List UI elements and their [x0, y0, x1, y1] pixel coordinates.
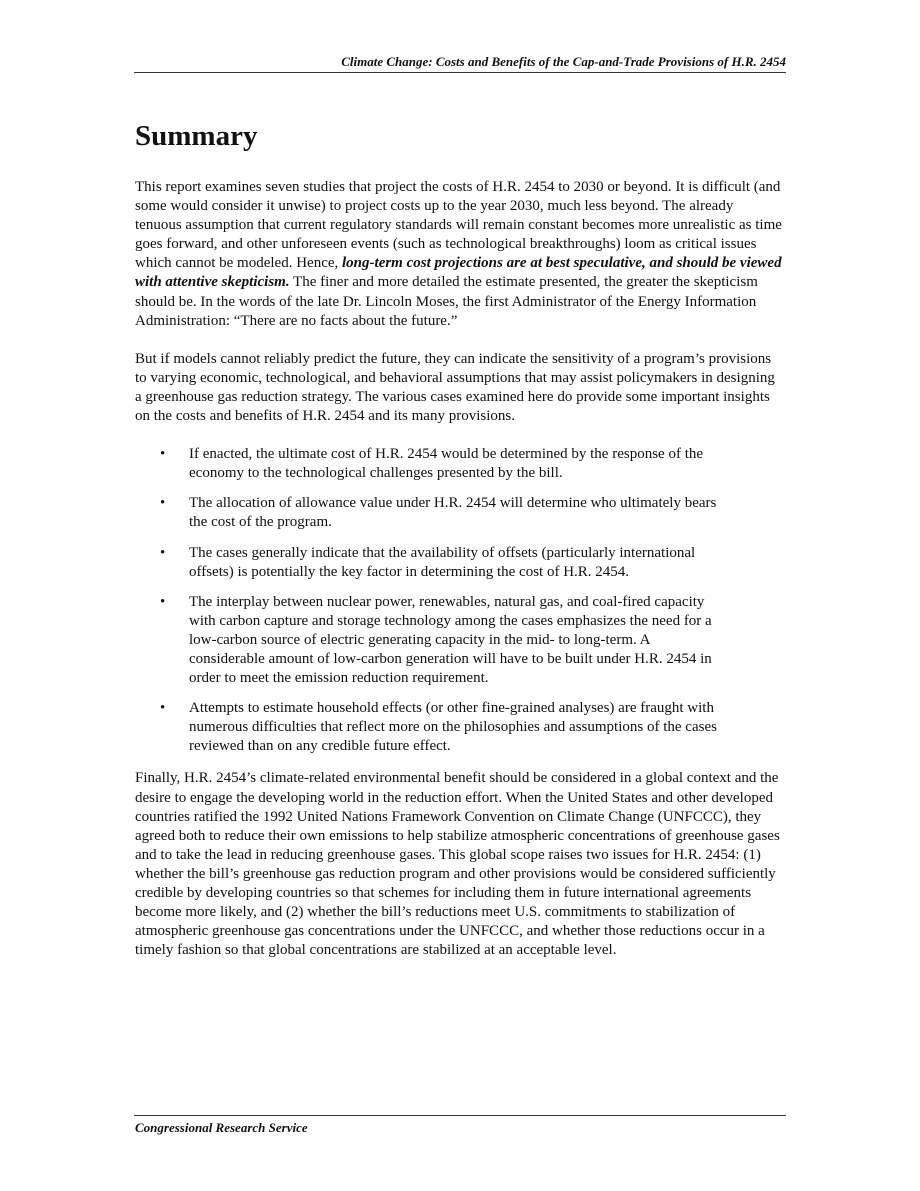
summary-paragraph-1 [135, 178, 783, 331]
list-item-text: The interplay between nuclear power, renewables, natural gas, and coal-fired capacity with carbon capture and storage technology among the cases emphasizes the need for a low-carbon source of electric generating capacity in the mid- to long-term. A considerable amount of low-carbon generation will have to be built under H.R. 2454 in order to meet the emission reduction requirement. [189, 593, 712, 687]
bullet-icon: • [160, 593, 166, 610]
page-content [135, 120, 783, 979]
footer-publisher: Congressional Research Service [135, 1120, 308, 1135]
running-header: Climate Change: Costs and Benefits of the Cap-and-Trade Provisions of H.R. 2454 [341, 54, 786, 69]
list-item-text: The allocation of allowance value under H.R. 2454 will determine who ultimately bears the cost of the program. [189, 495, 717, 531]
bullet-icon: • [160, 495, 166, 512]
bullet-icon: • [160, 700, 166, 717]
bullet-icon: • [160, 446, 166, 463]
insights-list [135, 445, 783, 756]
list-item-text: If enacted, the ultimate cost of H.R. 2454 would be determined by the response of the economy to the technological challenges presented by the bill. [189, 446, 704, 482]
footer-rule [134, 1115, 786, 1116]
paragraph-text: This report examines seven studies that project the costs of H.R. 2454 to 2030 or beyond. It is difficult (and some would consider it unwise) to project costs up to the year 2030, much less beyond. The already tenuous assumption that current regulatory standards will remain constant becomes more unrealistic as time goes forward, and other unforeseen events (such as technological breakthroughs) loom as critical issues which cannot be modeled. Hence, [135, 179, 782, 272]
summary-paragraph-3: Finally, H.R. 2454’s climate-related environmental benefit should be considered in a global context and the desire to engage the developing world in the reduction effort. When the United States and other developed countries ratified the 1992 United Nations Framework Convention on Climate Change (UNFCCC), they agreed both to reduce their own emissions to help stabilize atmospheric concentrations of greenhouse gases and to take the lead in reducing greenhouse gases. This global scope raises two issues for H.R. 2454: (1) whether the bill’s greenhouse gas reduction program and other provisions would be considered sufficiently credible by developing countries so that schemes for including them in future international agreements become more likely, and (2) whether the bill’s reductions meet U.S. commitments to stabilization of atmospheric greenhouse gas concentrations under the UNFCCC, and whether those reductions occur in a timely fashion so that global concentrations are stabilized at an acceptable level. [135, 770, 780, 959]
page-title: Summary [135, 120, 258, 152]
header-rule [134, 72, 786, 73]
list-item [135, 445, 783, 483]
list-item [135, 699, 783, 756]
list-item [135, 544, 783, 582]
list-item [135, 593, 783, 688]
emphasized-text: long-term cost projections are at best speculative, and should be viewed with attentive skepticism. [135, 255, 782, 291]
list-item-text: Attempts to estimate household effects (or other fine-grained analyses) are fraught with numerous difficulties that reflect more on the philosophies and assumptions of the cases reviewed than on any credible future effect. [189, 700, 717, 755]
bullet-icon: • [160, 544, 166, 561]
paragraph-text: The finer and more detailed the estimate presented, the greater the skepticism should be. In the words of the late Dr. Lincoln Moses, the first Administrator of the Energy Information Administration: “There are no facts about the future.” [135, 274, 758, 329]
summary-paragraph-2: But if models cannot reliably predict the future, they can indicate the sensitivity of a program’s provisions to varying economic, technological, and behavioral assumptions that may assist policymakers in designing a greenhouse gas reduction strategy. The various cases examined here do provide some important insights on the costs and benefits of H.R. 2454 and its many provisions. [135, 350, 775, 425]
list-item-text: The cases generally indicate that the availability of offsets (particularly international offsets) is potentially the key factor in determining the cost of H.R. 2454. [189, 544, 696, 580]
list-item [135, 494, 783, 532]
